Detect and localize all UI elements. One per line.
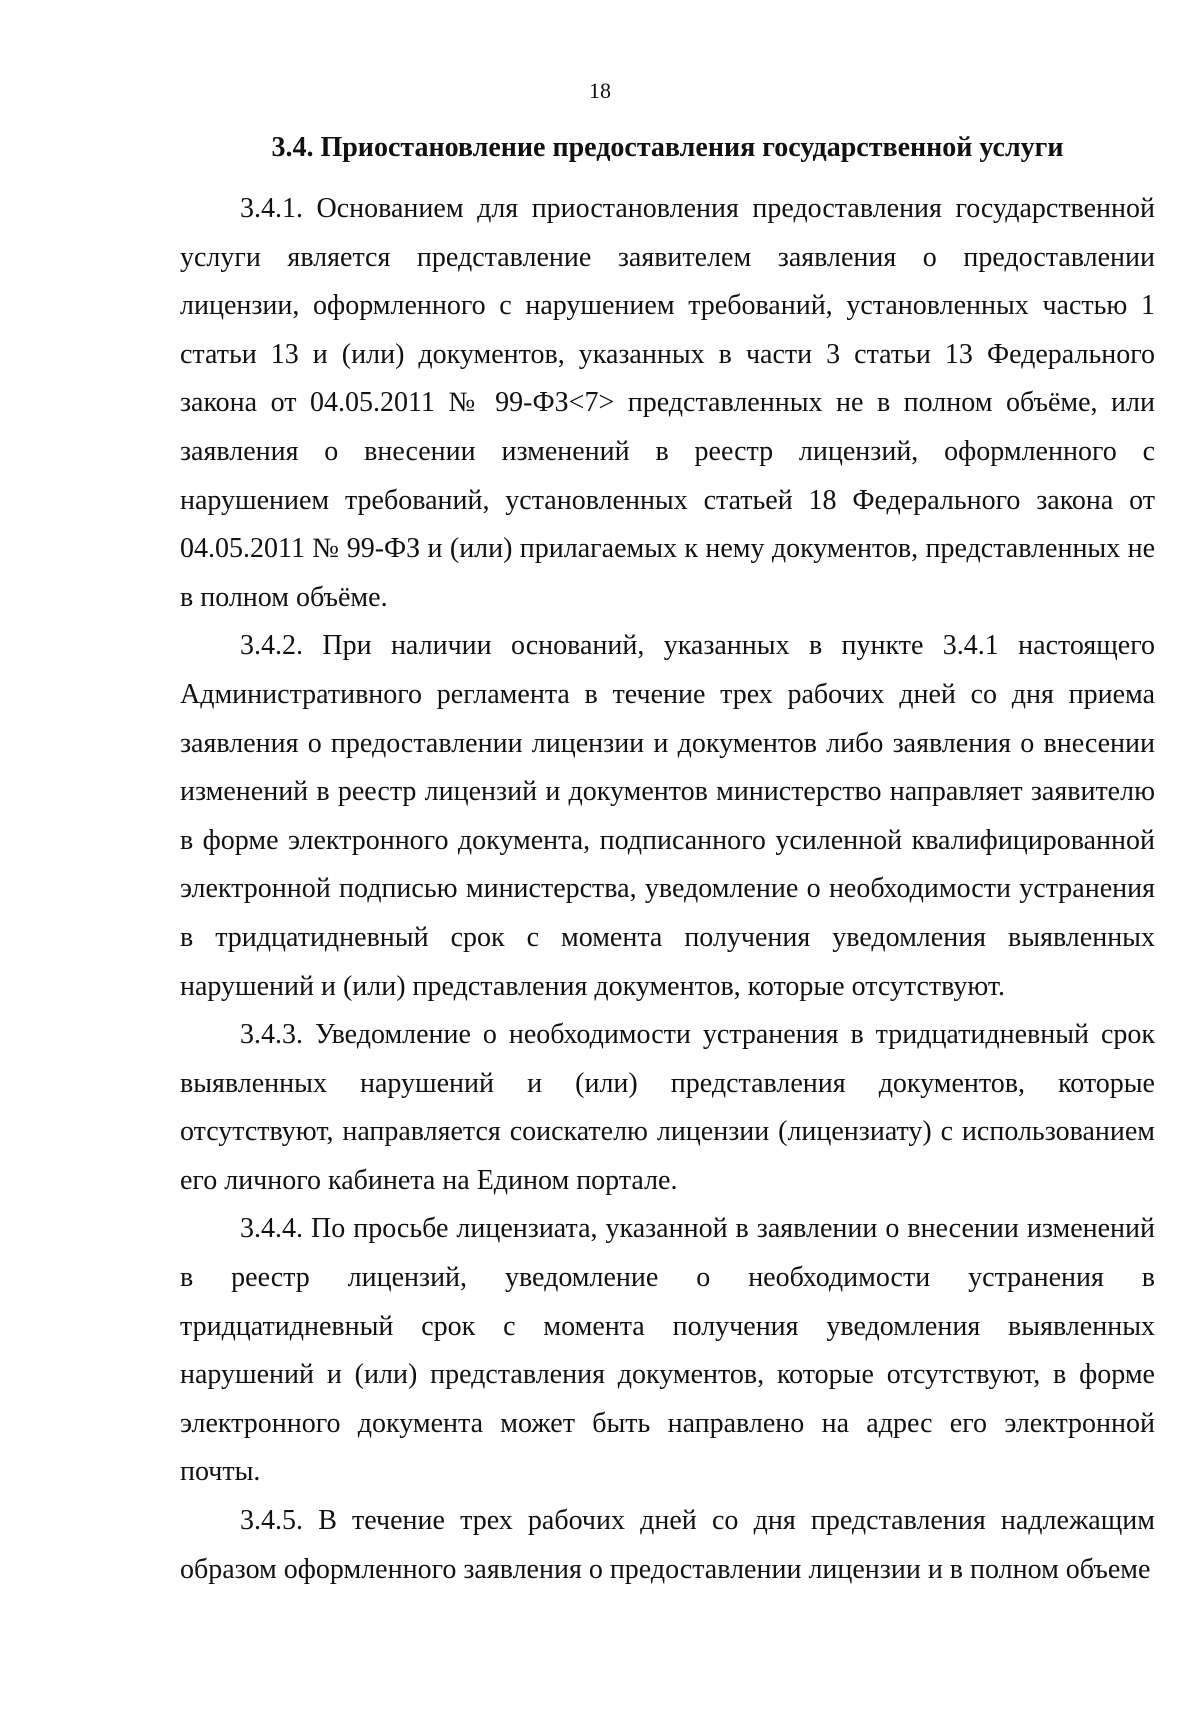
paragraph-3-4-2: 3.4.2. При наличии оснований, указанных в пункте 3.4.1 настоящего Административного регламента в течение трех рабочих дней со дня приема заявления о предоставлении лицензии и документов либо заявления о внесении изменений в реестр лицензий и документов министерство направляет заявителю в форме электронного документа, подписанного усиленной квалифицированной электронной подписью министерства, уведомление о необходимости устранения в тридцатидневный срок с момента получения уведомления выявленных нарушений и (или) представления документов, которые отсутствуют. (180, 630, 1155, 1002)
paragraph-3-4-3: 3.4.3. Уведомление о необходимости устранения в тридцатидневный срок выявленных нарушений и (или) представления документов, которые отсутствуют, направляется соискателю лицензии (лицензиату) с использованием его личного кабинета на Едином портале. (180, 1019, 1155, 1196)
document-body (180, 185, 1155, 1594)
page-number: 18 (589, 78, 611, 103)
section-title: 3.4. Приостановление предоставления государственной услуги (271, 132, 1064, 163)
paragraph-3-4-5: 3.4.5. В течение трех рабочих дней со дня представления надлежащим образом оформленного заявления о предоставлении лицензии и в полном объеме (180, 1505, 1155, 1585)
paragraph-3-4-4: 3.4.4. По просьбе лицензиата, указанной в заявлении о внесении изменений в реестр лицензий, уведомление о необходимости устранения в тридцатидневный срок с момента получения уведомления выявленных нарушений и (или) представления документов, которые отсутствуют, в форме электронного документа может быть направлено на адрес его электронной почты. (180, 1213, 1155, 1488)
paragraph-3-4-1: 3.4.1. Основанием для приостановления предоставления государственной услуги является представление заявителем заявления о предоставлении лицензии, оформленного с нарушением требований, установленных частью 1 статьи 13 и (или) документов, указанных в части 3 статьи 13 Федерального закона от 04.05.2011 № 99-ФЗ<7> представленных не в полном объёме, или заявления о внесении изменений в реестр лицензий, оформленного с нарушением требований, установленных статьей 18 Федерального закона от 04.05.2011 № 99-ФЗ и (или) прилагаемых к нему документов, представленных не в полном объёме. (180, 193, 1155, 613)
